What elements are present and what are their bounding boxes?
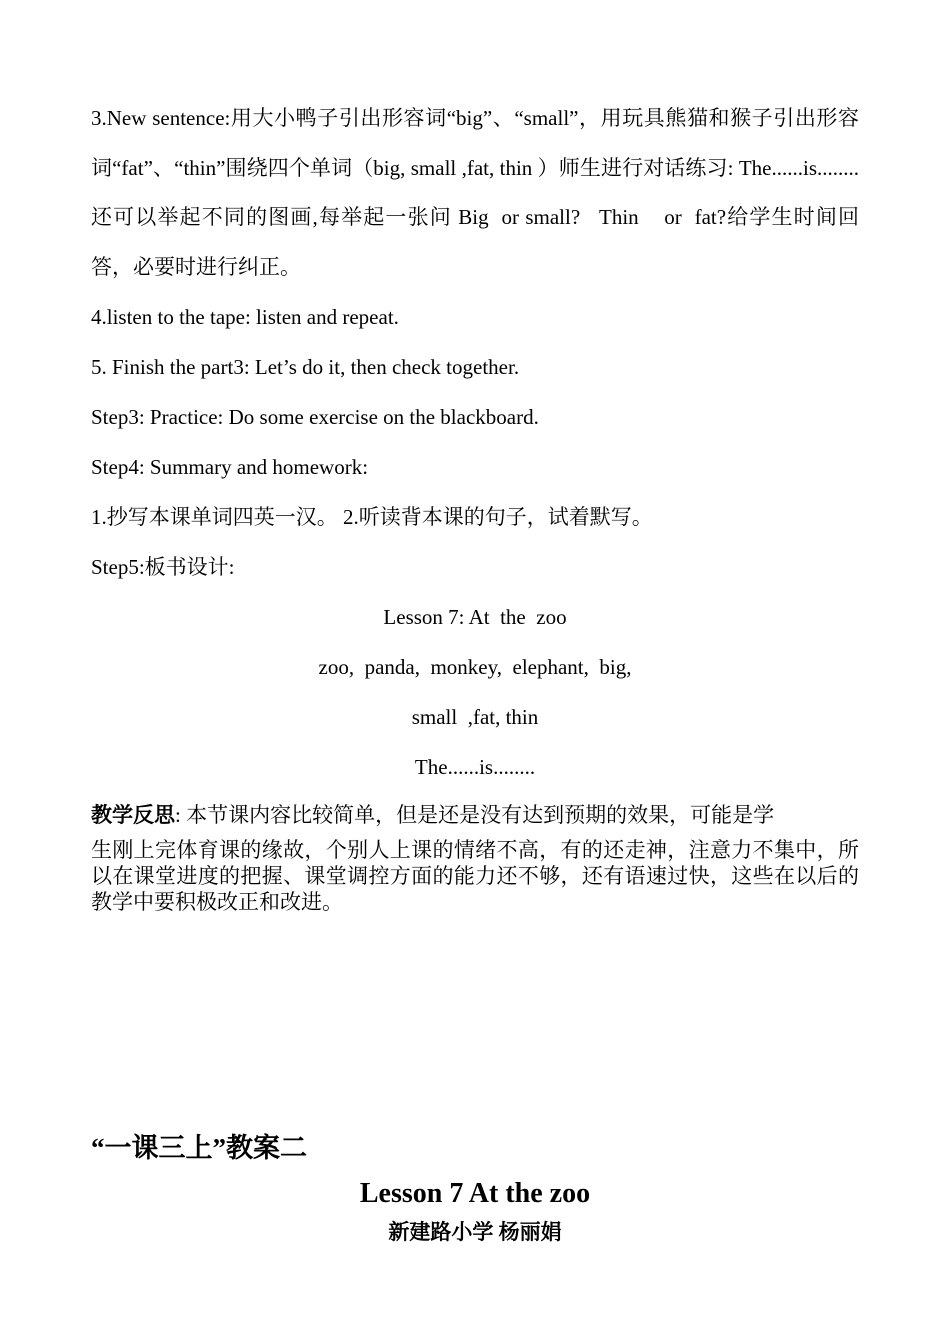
board-sentence-pattern: The......is........: [414, 755, 536, 779]
paragraph-step5: Step5:板书设计:: [91, 555, 235, 579]
section-heading: “一课三上”教案二: [91, 1133, 307, 1163]
reflection-text-rest: 生刚上完体育课的缘故，个别人上课的情绪不高，有的还走神，注意力不集中，所以在课堂进度的把握、课堂调控方面的能力还不够，还有语速过快，这些在以后的教学中要积极改正和改进。: [91, 838, 859, 914]
board-words-line2: small ,fat, thin: [411, 705, 539, 729]
author-line: 新建路小学 杨丽娟: [388, 1220, 562, 1244]
paragraph-new-sentence: 3.New sentence:用大小鸭子引出形容词“big”、“small”，用玩具熊猫和猴子引出形容词“fat”、“thin”围绕四个单词（big, small ,fat, thin ）师生进行对话练习: The......is........还可以举起不同的图画,每举起一张问 Big or small? Thin or fat?给学生时间回答，必要时进行纠正。: [91, 106, 859, 279]
paragraph-step3: Step3: Practice: Do some exercise on the blackboard.: [91, 405, 539, 429]
teaching-reflection: [91, 802, 859, 915]
board-title: Lesson 7: At the zoo: [383, 605, 567, 629]
paragraph-finish-part3: 5. Finish the part3: Let’s do it, then check together.: [91, 355, 520, 379]
paragraph-homework: 1.抄写本课单词四英一汉。 2.听读背本课的句子，试着默写。: [91, 505, 653, 529]
reflection-text-start: : 本节课内容比较简单，但是还是没有达到预期的效果，可能是学: [175, 803, 775, 827]
paragraph-listen-tape: 4.listen to the tape: listen and repeat.: [91, 305, 399, 329]
paragraph-step4: Step4: Summary and homework:: [91, 455, 369, 479]
reflection-label: 教学反思: [91, 803, 175, 827]
document-body: [91, 104, 859, 915]
board-words-line1: zoo, panda, monkey, elephant, big,: [318, 655, 632, 679]
blackboard-design: [91, 602, 859, 782]
reflection-first-line: [91, 802, 859, 829]
lesson-title: Lesson 7 At the zoo: [359, 1178, 591, 1209]
